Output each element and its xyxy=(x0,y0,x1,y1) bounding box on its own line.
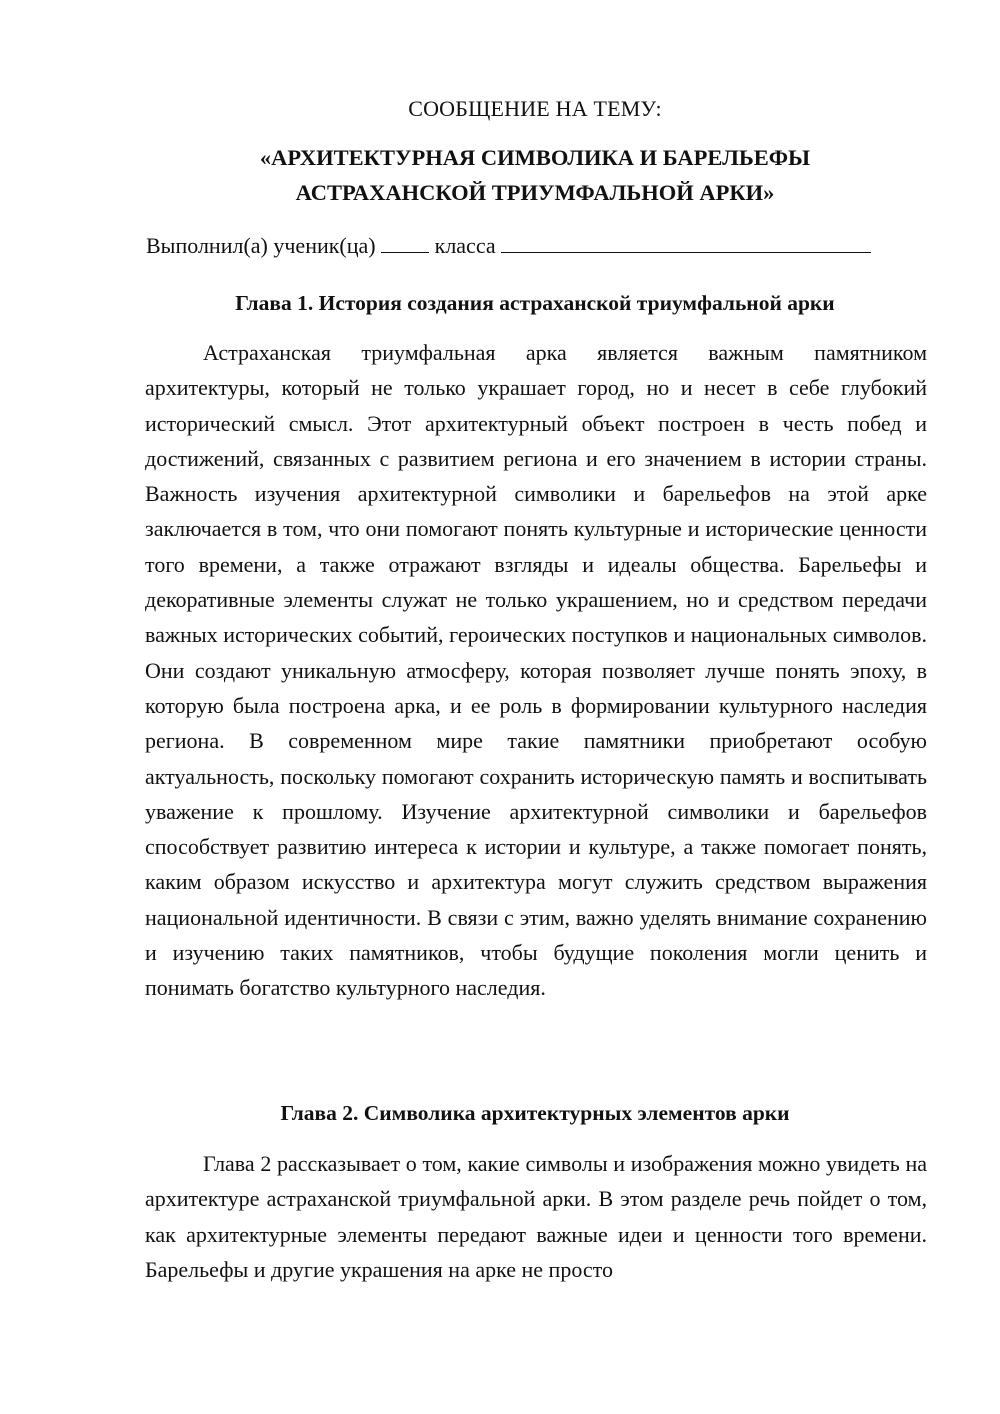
author-name-blank xyxy=(501,230,871,253)
topic-line: СООБЩЕНИЕ НА ТЕМУ: xyxy=(408,96,662,121)
author-prefix: Выполнил(а) ученик(ца) xyxy=(146,233,376,258)
title-line-2: АСТРАХАНСКОЙ ТРИУМФАЛЬНОЙ АРКИ» xyxy=(295,180,775,205)
chapter-2-paragraph: Глава 2 рассказывает о том, какие символы и изображения можно увидеть на архитектуре астраханской триумфальной арки. В этом разделе речь пойдет о том, как архитектурные элементы передают важные идеи и ценности того времени. Барельефы и другие украшения на арке не просто xyxy=(145,1151,927,1282)
chapter-1-heading: Глава 1. История создания астраханской триумфальной арки xyxy=(235,291,835,315)
title-line-1: «АРХИТЕКТУРНАЯ СИМВОЛИКА И БАРЕЛЬЕФЫ xyxy=(259,145,811,170)
chapter-2-heading: Глава 2. Символика архитектурных элементов арки xyxy=(280,1101,790,1125)
chapter-1-paragraph: Астраханская триумфальная арка является важным памятником архитектуры, который не только украшает город, но и несет в себе глубокий исторический смысл. Этот архитектурный объект построен в честь побед и достижений, связанных с развитием региона и его значением в истории страны. Важность изучения архитектурной символики и барельефов на этой арке заключается в том, что они помогают понять культурные и исторические ценности того времени, а также отражают взгляды и идеалы общества. Барельефы и декоративные элементы служат не только украшением, но и средством передачи важных исторических событий, героических поступков и национальных символов. Они создают уникальную атмосферу, которая позволяет лучше понять эпоху, в которую была построена арка, и ее роль в формировании культурного наследия региона. В современном мире такие памятники приобретают особую актуальность, поскольку помогают сохранить историческую память и воспитывать уважение к прошлому. Изучение архитектурной символики и барельефов способствует развитию интереса к истории и культуре, а также помогает понять, каким образом искусство и архитектура могут служить средством выражения национальной идентичности. В связи с этим, важно уделять внимание сохранению и изучению таких памятников, чтобы будущие поколения могли ценить и понимать богатство культурного наследия. xyxy=(145,340,927,1001)
document-title xyxy=(0,140,1000,210)
author-class-label: класса xyxy=(434,233,496,258)
author-line xyxy=(146,229,871,263)
class-number-blank xyxy=(381,230,429,253)
